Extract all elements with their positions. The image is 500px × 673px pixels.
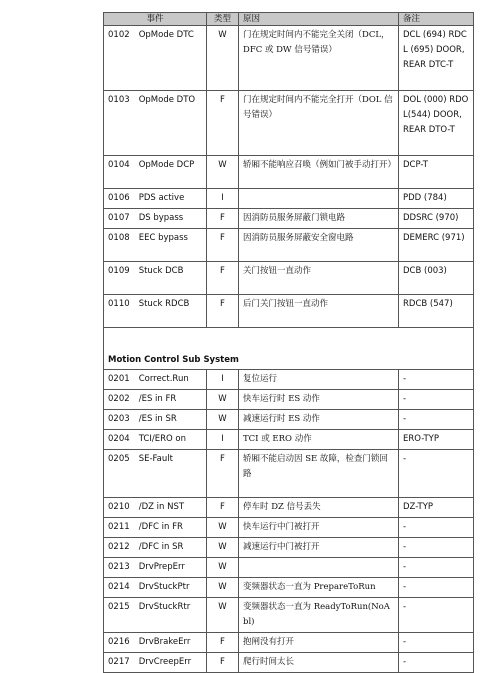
event-name: DrvBrakeErr xyxy=(138,637,191,647)
event-code: 0204 xyxy=(108,434,130,444)
note-cell: - xyxy=(399,633,474,653)
type-cell: F xyxy=(207,653,239,673)
event-name: TCI/ERO on xyxy=(138,434,186,444)
table-row xyxy=(104,410,474,430)
event-name: Correct.Run xyxy=(138,374,189,384)
event-name: /ES in FR xyxy=(138,394,177,404)
event-code: 0214 xyxy=(108,582,130,592)
note-cell: - xyxy=(399,370,474,390)
type-cell: F xyxy=(207,450,239,498)
event-cell xyxy=(104,558,207,578)
type-cell: W xyxy=(207,518,239,538)
cause-cell: 后门关门按钮一直动作 xyxy=(239,295,399,328)
header-cause: 原因 xyxy=(239,13,399,26)
cause-cell: 抱闸没有打开 xyxy=(239,633,399,653)
table-row xyxy=(104,498,474,518)
cause-cell: 快车运行中门被打开 xyxy=(239,518,399,538)
event-code: 0108 xyxy=(108,233,130,243)
cause-cell: 变频器状态一直为 PrepareToRun xyxy=(239,578,399,598)
table-row xyxy=(104,558,474,578)
event-code: 0103 xyxy=(108,95,130,105)
type-cell: F xyxy=(207,209,239,229)
note-cell: DCP-T xyxy=(399,156,474,189)
event-name: DrvPrepErr xyxy=(138,562,185,572)
event-cell xyxy=(104,450,207,498)
event-name: SE-Fault xyxy=(138,454,173,464)
event-code: 0213 xyxy=(108,562,130,572)
table-row xyxy=(104,633,474,653)
event-cell xyxy=(104,653,207,673)
note-cell: - xyxy=(399,598,474,633)
event-cell xyxy=(104,598,207,633)
event-name: DS bypass xyxy=(138,213,184,223)
event-code: 0205 xyxy=(108,454,130,464)
table-row xyxy=(104,578,474,598)
table-row xyxy=(104,518,474,538)
event-name: OpMode DTO xyxy=(138,95,196,105)
event-cell xyxy=(104,229,207,262)
event-name: PDS active xyxy=(138,193,185,203)
event-code: 0202 xyxy=(108,394,130,404)
event-name: OpMode DCP xyxy=(138,160,195,170)
note-cell: - xyxy=(399,558,474,578)
type-cell: F xyxy=(207,229,239,262)
event-name: DrvCreepErr xyxy=(138,657,192,667)
cause-cell: 门在规定时间内不能完全打开（DOL 信号错误） xyxy=(239,91,399,156)
table-row xyxy=(104,598,474,633)
event-code: 0102 xyxy=(108,30,130,40)
cause-cell: 爬行时间太长 xyxy=(239,653,399,673)
event-cell xyxy=(104,370,207,390)
cause-cell: 停车时 DZ 信号丢失 xyxy=(239,498,399,518)
event-code: 0109 xyxy=(108,266,130,276)
note-cell: DDSRC (970) xyxy=(399,209,474,229)
note-cell: - xyxy=(399,450,474,498)
table-row xyxy=(104,189,474,209)
type-cell: W xyxy=(207,26,239,91)
cause-cell xyxy=(239,558,399,578)
error-code-table xyxy=(103,12,474,673)
table-row xyxy=(104,262,474,295)
note-cell: - xyxy=(399,578,474,598)
table-row xyxy=(104,370,474,390)
type-cell: I xyxy=(207,189,239,209)
event-cell xyxy=(104,262,207,295)
cause-cell: 轿厢不能响应召唤（例如门被手动打开） xyxy=(239,156,399,189)
type-cell: I xyxy=(207,370,239,390)
event-code: 0210 xyxy=(108,502,130,512)
header-type: 类型 xyxy=(207,13,239,26)
type-cell: F xyxy=(207,498,239,518)
note-cell: ERO-TYP xyxy=(399,430,474,450)
header-event: 事件 xyxy=(104,13,207,26)
note-cell: DZ-TYP xyxy=(399,498,474,518)
event-name: Stuck DCB xyxy=(138,266,184,276)
note-cell: PDD (784) xyxy=(399,189,474,209)
cause-cell: TCI 或 ERO 动作 xyxy=(239,430,399,450)
event-name: /DFC in SR xyxy=(138,542,184,552)
event-name: /DZ in NST xyxy=(138,502,185,512)
table-body-door xyxy=(104,26,474,328)
event-name: /ES in SR xyxy=(138,414,177,424)
cause-cell xyxy=(239,189,399,209)
note-cell: - xyxy=(399,653,474,673)
type-cell: W xyxy=(207,538,239,558)
type-cell: W xyxy=(207,558,239,578)
event-cell xyxy=(104,295,207,328)
event-code: 0106 xyxy=(108,193,130,203)
event-cell xyxy=(104,189,207,209)
event-cell xyxy=(104,209,207,229)
event-cell xyxy=(104,410,207,430)
cause-cell: 减速运行中门被打开 xyxy=(239,538,399,558)
error-code-table-page xyxy=(103,12,473,673)
event-cell xyxy=(104,430,207,450)
note-cell: DCL (694) RDCL (695) DOOR, REAR DTC-T xyxy=(399,26,474,91)
table-row xyxy=(104,430,474,450)
event-code: 0212 xyxy=(108,542,130,552)
event-cell xyxy=(104,390,207,410)
event-cell xyxy=(104,633,207,653)
event-code: 0215 xyxy=(108,602,130,612)
note-cell: - xyxy=(399,410,474,430)
type-cell: W xyxy=(207,390,239,410)
table-row xyxy=(104,295,474,328)
event-code: 0211 xyxy=(108,522,130,532)
table-row xyxy=(104,538,474,558)
event-name: EEC bypass xyxy=(138,233,188,243)
table-row xyxy=(104,229,474,262)
event-name: /DFC in FR xyxy=(138,522,183,532)
table-row xyxy=(104,209,474,229)
event-cell xyxy=(104,26,207,91)
note-cell: RDCB (547) xyxy=(399,295,474,328)
event-cell xyxy=(104,518,207,538)
cause-cell: 复位运行 xyxy=(239,370,399,390)
event-code: 0203 xyxy=(108,414,130,424)
type-cell: W xyxy=(207,156,239,189)
cause-cell: 因消防员服务屏蔽门锁电路 xyxy=(239,209,399,229)
note-cell: DOL (000) RDOL(544) DOOR, REAR DTO-T xyxy=(399,91,474,156)
cause-cell: 减速运行时 ES 动作 xyxy=(239,410,399,430)
event-code: 0201 xyxy=(108,374,130,384)
section-row xyxy=(104,328,474,370)
table-row xyxy=(104,91,474,156)
note-cell: DCB (003) xyxy=(399,262,474,295)
type-cell: W xyxy=(207,598,239,633)
cause-cell: 关门按钮一直动作 xyxy=(239,262,399,295)
cause-cell: 因消防员服务屏蔽安全窗电路 xyxy=(239,229,399,262)
event-cell xyxy=(104,538,207,558)
table-body-motion xyxy=(104,370,474,673)
header-note: 备注 xyxy=(399,13,474,26)
table-row xyxy=(104,653,474,673)
event-code: 0216 xyxy=(108,637,130,647)
event-cell xyxy=(104,156,207,189)
event-code: 0110 xyxy=(108,299,130,309)
note-cell: - xyxy=(399,518,474,538)
event-name: DrvStuckPtr xyxy=(138,582,190,592)
type-cell: F xyxy=(207,295,239,328)
type-cell: W xyxy=(207,578,239,598)
note-cell: - xyxy=(399,538,474,558)
event-name: Stuck RDCB xyxy=(138,299,190,309)
event-code: 0217 xyxy=(108,657,130,667)
type-cell: F xyxy=(207,91,239,156)
table-row xyxy=(104,26,474,91)
event-name: OpMode DTC xyxy=(138,30,194,40)
event-name: DrvStuckRtr xyxy=(138,602,191,612)
note-cell: - xyxy=(399,390,474,410)
event-cell xyxy=(104,498,207,518)
type-cell: W xyxy=(207,410,239,430)
event-cell xyxy=(104,578,207,598)
type-cell: I xyxy=(207,430,239,450)
table-header-row xyxy=(104,13,474,26)
event-code: 0104 xyxy=(108,160,130,170)
cause-cell: 变频器状态一直为 ReadyToRun(NoAbl) xyxy=(239,598,399,633)
event-cell xyxy=(104,91,207,156)
cause-cell: 快车运行时 ES 动作 xyxy=(239,390,399,410)
section-title: Motion Control Sub System xyxy=(104,328,474,370)
event-code: 0107 xyxy=(108,213,130,223)
type-cell: F xyxy=(207,633,239,653)
table-row xyxy=(104,390,474,410)
table-row xyxy=(104,450,474,498)
table-row xyxy=(104,156,474,189)
cause-cell: 门在规定时间内不能完全关闭（DCL，DFC 或 DW 信号错误） xyxy=(239,26,399,91)
note-cell: DEMERC (971) xyxy=(399,229,474,262)
cause-cell: 轿厢不能启动因 SE 故障，检查门锁回路 xyxy=(239,450,399,498)
type-cell: F xyxy=(207,262,239,295)
